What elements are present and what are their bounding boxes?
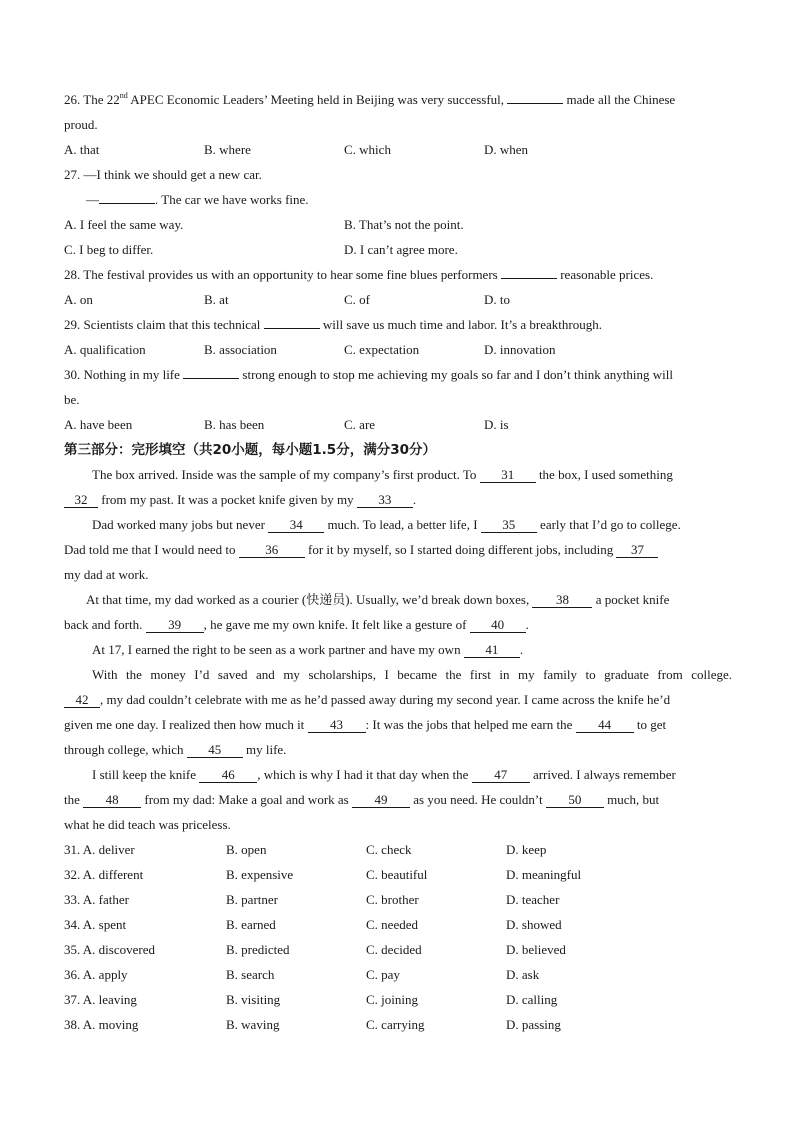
passage-line: my dad at work.: [64, 567, 149, 582]
q26-sup: nd: [119, 91, 128, 100]
passage-text: back and forth.: [64, 617, 146, 632]
option-c: C. pay: [366, 967, 400, 982]
passage-text: Dad worked many jobs but never: [92, 517, 269, 532]
option-d: D. keep: [506, 842, 547, 857]
q29-options: [64, 340, 732, 360]
q28-option-d: D. to: [484, 292, 510, 307]
q26-stem-a: 26. The 22: [64, 92, 120, 107]
blank-50: 50: [546, 793, 604, 808]
option-b: B. search: [226, 967, 275, 982]
q29-option-b: B. association: [204, 342, 277, 357]
q29-option-d: D. innovation: [484, 342, 556, 357]
blank-44: 44: [576, 718, 634, 733]
passage-text: as you need. He couldn’t: [409, 792, 546, 807]
passage-text: The box arrived. Inside was the sample of my company’s first product. To: [92, 467, 480, 482]
option-d: D. meaningful: [506, 867, 582, 882]
option-b: B. partner: [226, 892, 278, 907]
q27-reply-a: —: [86, 192, 99, 207]
q26-blank: [507, 90, 563, 104]
q26-option-c: C. which: [344, 142, 391, 157]
blank-48: 48: [83, 793, 141, 808]
option-a: 37. A. leaving: [64, 992, 137, 1007]
q28-option-b: B. at: [204, 292, 229, 307]
cloze-options-31: [64, 840, 732, 860]
q30-option-a: A. have been: [64, 417, 133, 432]
passage-text: , my dad couldn’t celebrate with me as he’d passed away during my second year. I came across the knife he’d: [100, 692, 671, 707]
q26-options: [64, 140, 732, 160]
option-d: D. teacher: [506, 892, 560, 907]
passage-text: the: [64, 792, 84, 807]
option-c: C. decided: [366, 942, 422, 957]
passage-text: .: [519, 642, 524, 657]
q27-option-c: C. I beg to differ.: [64, 242, 154, 257]
q29-stem-b: will save us much time and labor. It’s a breakthrough.: [319, 317, 602, 332]
blank-40: 40: [470, 618, 526, 633]
cloze-options-37: [64, 990, 732, 1010]
q27-reply: [64, 190, 732, 210]
option-c: C. needed: [366, 917, 418, 932]
q28-option-c: C. of: [344, 292, 370, 307]
blank-34: 34: [268, 518, 324, 533]
cloze-options-35: [64, 940, 732, 960]
passage-text: much. To lead, a better life, I: [324, 517, 481, 532]
q27-option-b: B. That’s not the point.: [344, 217, 464, 232]
q26-option-d: D. when: [484, 142, 529, 157]
option-a: 31. A. deliver: [64, 842, 135, 857]
passage-text: .: [525, 617, 529, 632]
option-b: B. open: [226, 842, 267, 857]
q28-options: [64, 290, 732, 310]
blank-35: 35: [481, 518, 537, 533]
q27-reply-b: . The car we have works fine.: [155, 192, 309, 207]
q30-blank: [183, 365, 239, 379]
blank-43: 43: [308, 718, 366, 733]
passage-line: [64, 740, 732, 760]
blank-42: 42: [64, 693, 100, 708]
passage-line: [64, 640, 732, 660]
passage-text: my life.: [242, 742, 287, 757]
option-a: 36. A. apply: [64, 967, 128, 982]
passage-text: to get: [633, 717, 667, 732]
option-a: 35. A. discovered: [64, 942, 155, 957]
passage-text: .: [412, 492, 417, 507]
q30-options: [64, 415, 732, 435]
option-b: B. predicted: [226, 942, 290, 957]
q30-stem-cont: be.: [64, 392, 80, 407]
passage-text: for it by myself, so I started doing different jobs, including: [304, 542, 617, 557]
blank-46: 46: [199, 768, 257, 783]
blank-31: 31: [480, 468, 536, 483]
blank-49: 49: [352, 793, 410, 808]
q28-option-a: A. on: [64, 292, 93, 307]
q30-stem: [64, 365, 732, 385]
passage-text: from my past. It was a pocket knife given by my: [98, 492, 357, 507]
q26-option-a: A. that: [64, 142, 100, 157]
q26-stem: [64, 90, 732, 110]
option-d: D. ask: [506, 967, 540, 982]
passage-line: [64, 490, 732, 510]
blank-45: 45: [187, 743, 243, 758]
cloze-options-34: [64, 915, 732, 935]
q27-option-d: D. I can’t agree more.: [344, 242, 458, 257]
blank-38: 38: [532, 593, 592, 608]
section-3-heading: 第三部分：完形填空（共20小题，每小题1.5分，满分30分）: [64, 442, 436, 458]
q28-stem: [64, 265, 732, 285]
passage-line: [64, 465, 732, 485]
passage-line: [64, 690, 732, 710]
passage-line: [64, 790, 732, 810]
option-b: B. visiting: [226, 992, 281, 1007]
option-c: C. beautiful: [366, 867, 428, 882]
blank-39: 39: [146, 618, 204, 633]
q27-option-a: A. I feel the same way.: [64, 217, 184, 232]
passage-text: much, but: [603, 792, 660, 807]
option-c: C. check: [366, 842, 412, 857]
q28-stem-a: 28. The festival provides us with an opportunity to hear some fine blues performers: [64, 267, 501, 282]
passage-line: With the money I’d saved and my scholarships, I became the first in my family to graduate from college.: [92, 667, 732, 682]
passage-line: [64, 515, 732, 535]
q30-option-b: B. has been: [204, 417, 265, 432]
cloze-options-38: [64, 1015, 732, 1035]
passage-text: At 17, I earned the right to be seen as a work partner and have my own: [92, 642, 464, 657]
q30-stem-a: 30. Nothing in my life: [64, 367, 184, 382]
option-d: D. calling: [506, 992, 558, 1007]
passage-text: , he gave me my own knife. It felt like a gesture of: [203, 617, 470, 632]
q27-options-row1: [64, 215, 732, 235]
passage-text: the box, I used something: [535, 467, 673, 482]
q29-blank: [264, 315, 320, 329]
passage-line: what he did teach was priceless.: [64, 817, 231, 832]
cloze-options-36: [64, 965, 732, 985]
q28-stem-b: reasonable prices.: [556, 267, 654, 282]
q29-stem-a: 29. Scientists claim that this technical: [64, 317, 264, 332]
option-d: D. believed: [506, 942, 566, 957]
blank-32: 32: [64, 493, 98, 508]
q27-stem: 27. —I think we should get a new car.: [64, 167, 262, 182]
q30-stem-b: strong enough to stop me achieving my goals so far and I don’t think anything will: [239, 367, 673, 382]
passage-text: from my dad: Make a goal and work as: [141, 792, 352, 807]
blank-37: 37: [616, 543, 658, 558]
passage-text: early that I’d go to college.: [536, 517, 681, 532]
q30-option-c: C. are: [344, 417, 376, 432]
passage-text: given me one day. I realized then how much it: [64, 717, 308, 732]
passage-text: , which is why I had it that day when the: [257, 767, 472, 782]
option-a: 34. A. spent: [64, 917, 127, 932]
q29-option-a: A. qualification: [64, 342, 146, 357]
q27-blank: [99, 190, 155, 204]
option-c: C. carrying: [366, 1017, 425, 1032]
option-b: B. expensive: [226, 867, 294, 882]
option-a: 33. A. father: [64, 892, 129, 907]
q26-stem-cont: proud.: [64, 117, 98, 132]
blank-36: 36: [239, 543, 305, 558]
option-b: B. earned: [226, 917, 276, 932]
option-d: D. passing: [506, 1017, 561, 1032]
q30-option-d: D. is: [484, 417, 509, 432]
passage-text: a pocket knife: [592, 592, 670, 607]
passage-line: [64, 715, 732, 735]
cloze-options-32: [64, 865, 732, 885]
option-d: D. showed: [506, 917, 562, 932]
passage-text: I still keep the knife: [92, 767, 200, 782]
passage-text: Dad told me that I would need to: [64, 542, 239, 557]
option-c: C. brother: [366, 892, 419, 907]
passage-text: : It was the jobs that helped me earn the: [365, 717, 576, 732]
q26-stem-b: APEC Economic Leaders’ Meeting held in Beijing was very successful,: [127, 92, 508, 107]
option-a: 38. A. moving: [64, 1017, 139, 1032]
passage-line: [64, 765, 732, 785]
option-c: C. joining: [366, 992, 419, 1007]
q29-option-c: C. expectation: [344, 342, 420, 357]
passage-text: through college, which: [64, 742, 187, 757]
q28-blank: [501, 265, 557, 279]
blank-41: 41: [464, 643, 520, 658]
passage-text: At that time, my dad worked as a courier (快递员). Usually, we’d break down boxes,: [86, 592, 533, 607]
passage-text: arrived. I always remember: [529, 767, 676, 782]
passage-line: [64, 615, 732, 635]
option-a: 32. A. different: [64, 867, 144, 882]
blank-33: 33: [357, 493, 413, 508]
q27-options-row2: [64, 240, 732, 260]
blank-47: 47: [472, 768, 530, 783]
option-b: B. waving: [226, 1017, 280, 1032]
cloze-options-33: [64, 890, 732, 910]
passage-line: [64, 540, 732, 560]
q26-stem-c: made all the Chinese: [563, 92, 676, 107]
passage-line: [64, 590, 732, 610]
q29-stem: [64, 315, 732, 335]
q26-option-b: B. where: [204, 142, 251, 157]
